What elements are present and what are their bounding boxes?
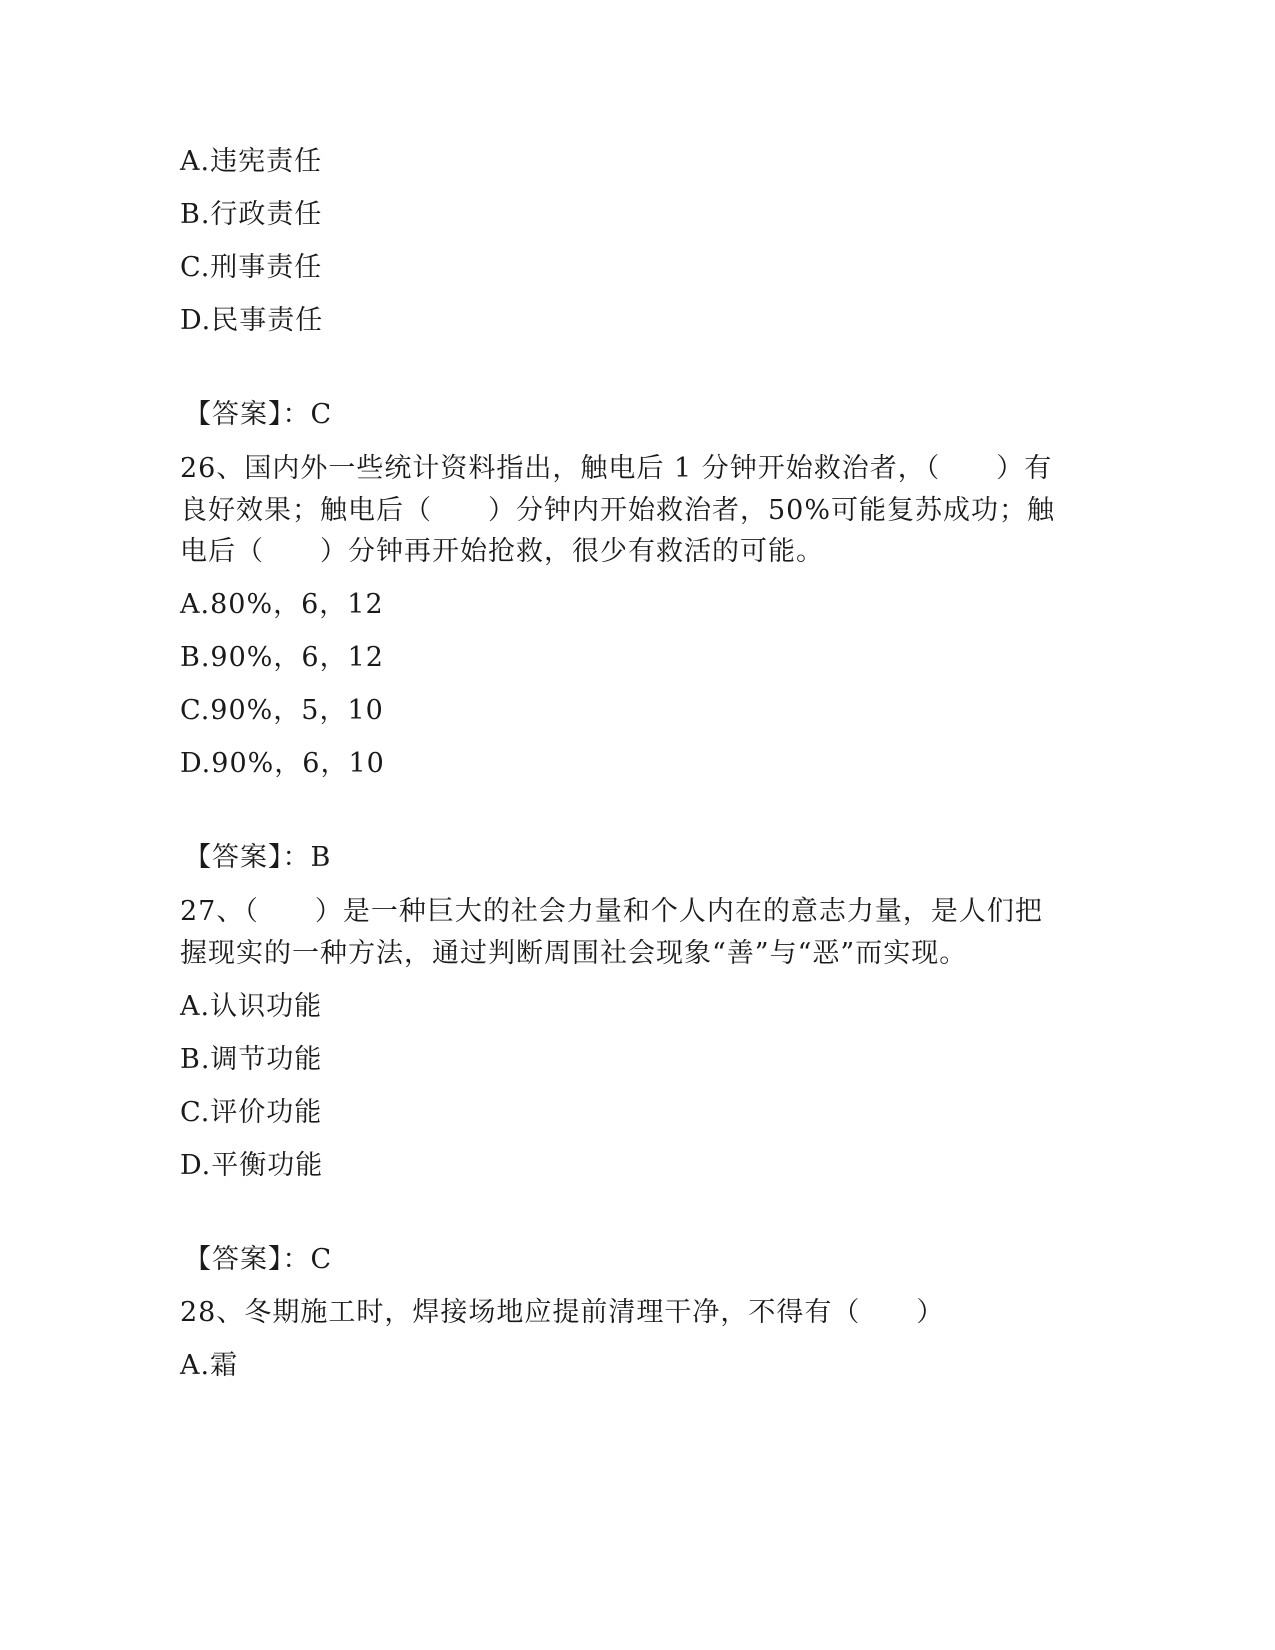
- q25-answer: 【答案】：C: [184, 399, 333, 430]
- q26-question-line-3: 电后（ ）分钟再开始抢救，很少有救活的可能。: [180, 536, 824, 567]
- q27-option-a: A.认识功能: [180, 991, 323, 1022]
- q27-answer: 【答案】：C: [184, 1244, 333, 1275]
- q26-option-a: A.80%，6，12: [180, 589, 384, 620]
- q26-question-line-2: 良好效果；触电后（ ）分钟内开始救治者，50%可能复苏成功；触: [180, 495, 1056, 526]
- q26-question-line-1: 26、国内外一些统计资料指出，触电后 1 分钟开始救治者，（ ）有: [180, 453, 1053, 484]
- q26-option-d: D.90%，6，10: [180, 748, 385, 779]
- q27-question-line-2: 握现实的一种方法，通过判断周围社会现象“善”与“恶”而实现。: [180, 938, 968, 969]
- q25-option-c: C.刑事责任: [180, 252, 323, 283]
- q25-option-a: A.违宪责任: [180, 146, 323, 177]
- q26-answer: 【答案】：B: [184, 842, 332, 873]
- q25-option-d: D.民事责任: [180, 305, 324, 336]
- q27-option-c: C.评价功能: [180, 1097, 323, 1128]
- q28-option-a: A.霜: [180, 1350, 239, 1381]
- q28-question: 28、冬期施工时，焊接场地应提前清理干净，不得有（ ）: [180, 1297, 945, 1328]
- q27-question-line-1: 27、（ ）是一种巨大的社会力量和个人内在的意志力量，是人们把: [180, 896, 1043, 927]
- q27-option-b: B.调节功能: [180, 1044, 323, 1075]
- q25-option-b: B.行政责任: [180, 199, 323, 230]
- q27-option-d: D.平衡功能: [180, 1150, 324, 1181]
- q26-option-b: B.90%，6，12: [180, 642, 384, 673]
- q26-option-c: C.90%，5，10: [180, 695, 384, 726]
